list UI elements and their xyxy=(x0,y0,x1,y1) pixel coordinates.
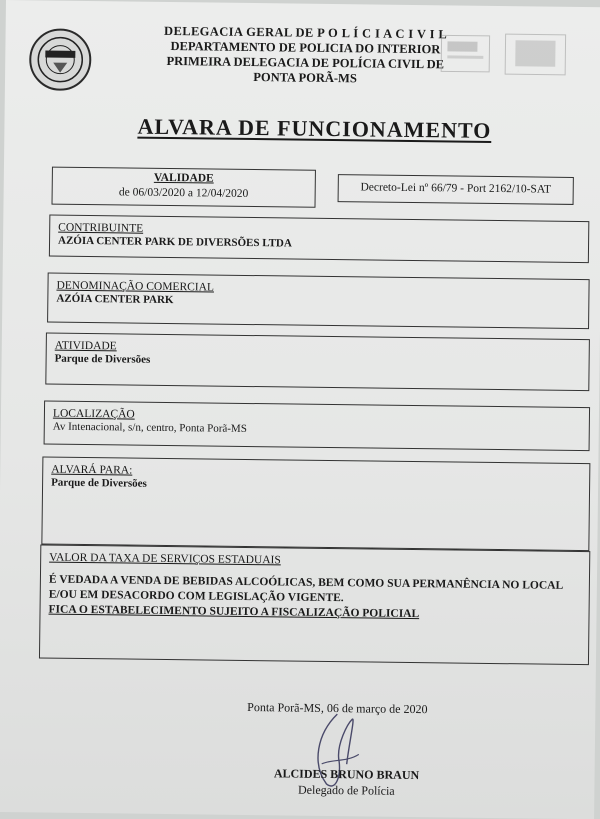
place-date: Ponta Porã-MS, 06 de março de 2020 xyxy=(247,700,428,717)
contribuinte-label: CONTRIBUINTE xyxy=(58,221,144,235)
atividade-box xyxy=(45,333,590,392)
notice-line-3: FICA O ESTABELECIMENTO SUJEITO A FISCALIZAÇÃO POLICIAL xyxy=(48,603,420,621)
alvara-para-label: ALVARÁ PARA: xyxy=(51,463,133,477)
validade-label: VALIDADE xyxy=(153,171,214,185)
contribuinte-box xyxy=(49,215,589,264)
header-line-4: PONTA PORÃ-MS xyxy=(253,70,357,86)
document-title: ALVARA DE FUNCIONAMENTO xyxy=(137,113,492,143)
alvara-para-box xyxy=(41,456,590,551)
notice-line-2: E/OU EM DESACORDO COM LEGISLAÇÃO VIGENTE. xyxy=(48,588,344,605)
decreto-text: Decreto-Lei nº 66/79 - Port 2162/10-SAT xyxy=(360,181,551,196)
localizacao-box xyxy=(44,400,590,451)
localizacao-value: Av Intenacional, s/n, centro, Ponta Porã-MS xyxy=(52,420,247,435)
taxa-box xyxy=(39,544,590,665)
atividade-value: Parque de Diversões xyxy=(54,352,151,366)
denominacao-box xyxy=(47,273,590,330)
atividade-label: ATIVIDADE xyxy=(54,339,117,353)
notice-line-1: É VEDADA A VENDA DE BEBIDAS ALCOÓLICAS, BEM COMO SUA PERMANÊNCIA NO LOCAL xyxy=(48,573,564,592)
validade-box xyxy=(52,167,316,208)
government-logos-icon xyxy=(435,29,586,85)
localizacao-label: LOCALIZAÇÃO xyxy=(52,407,135,421)
signer-role: Delegado de Polícia xyxy=(297,782,395,798)
police-seal-icon xyxy=(29,28,92,91)
validade-value: de 06/03/2020 a 12/04/2020 xyxy=(118,186,249,200)
contribuinte-value: AZÓIA CENTER PARK DE DIVERSÕES LTDA xyxy=(57,234,292,250)
header-line-1: DELEGACIA GERAL DE P O L Í C I A C I V I L xyxy=(164,23,448,42)
alvara-para-value: Parque de Diversões xyxy=(51,476,147,490)
taxa-label: VALOR DA TAXA DE SERVIÇOS ESTADUAIS xyxy=(49,551,281,567)
header-line-2: DEPARTAMENTO DE POLICIA DO INTERIOR xyxy=(170,39,441,57)
denominacao-value: AZÓIA CENTER PARK xyxy=(56,292,174,307)
denominacao-label: DENOMINAÇÃO COMERCIAL xyxy=(56,279,215,294)
signer-name: ALCIDES BRUNO BRAUN xyxy=(273,766,420,783)
header-line-3: PRIMEIRA DELEGACIA DE POLÍCIA CIVIL DE xyxy=(166,53,445,72)
decreto-box xyxy=(338,174,574,205)
